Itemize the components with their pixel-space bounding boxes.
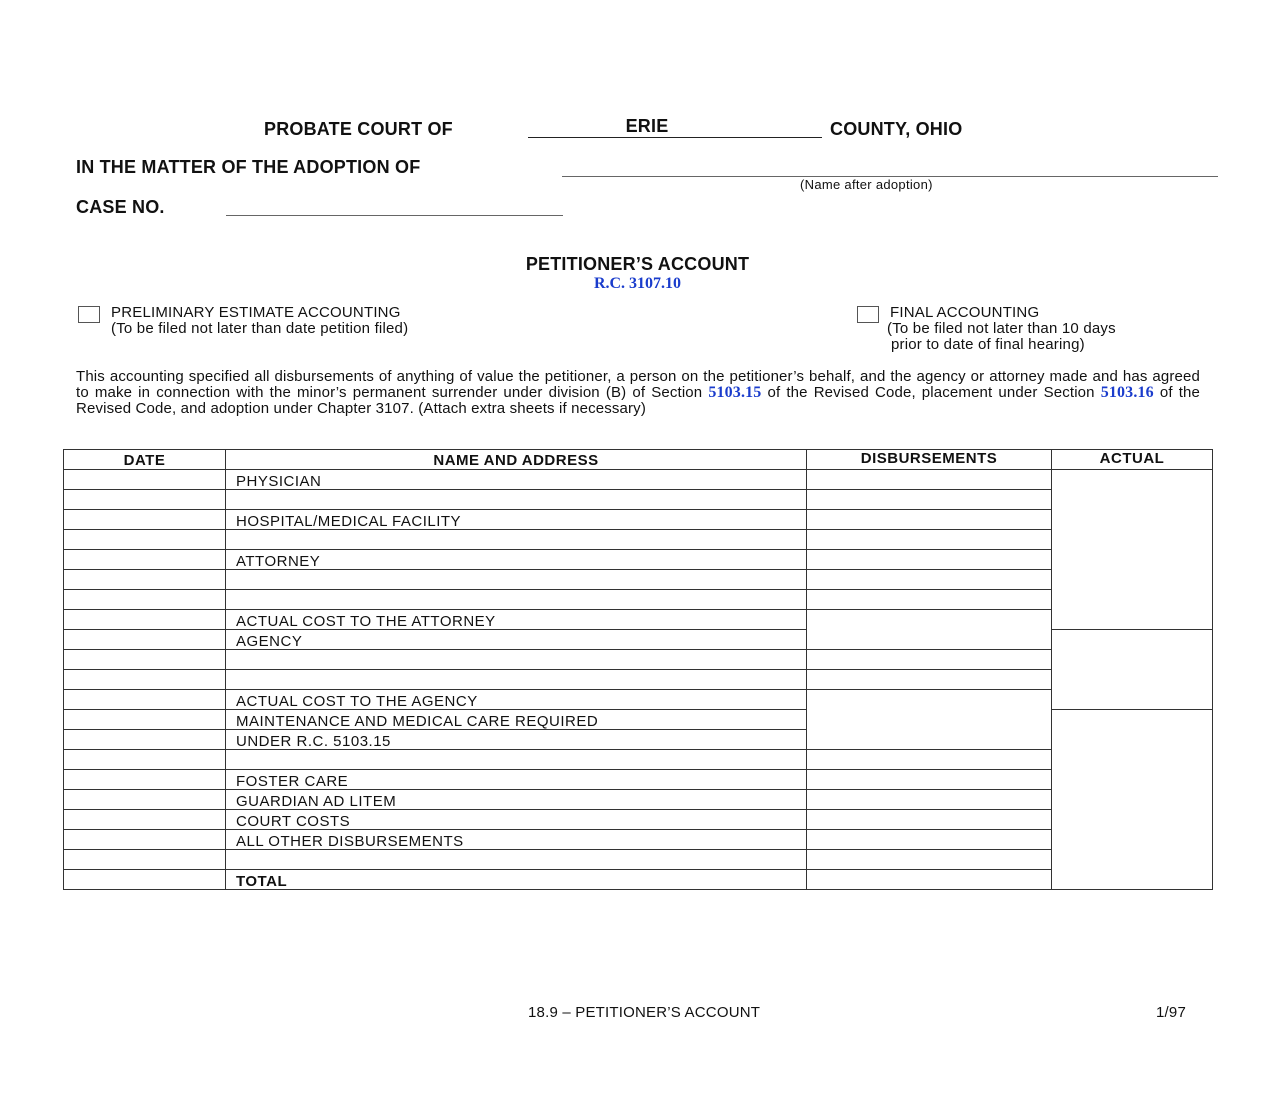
table-row xyxy=(64,690,1213,710)
account-table xyxy=(63,449,1213,890)
table-row xyxy=(64,490,1213,510)
statute-reference: R.C. 3107.10 xyxy=(593,275,682,292)
name-cell: PHYSICIAN xyxy=(226,470,807,490)
date-cell[interactable] xyxy=(64,630,226,650)
final-checkbox[interactable] xyxy=(857,306,879,323)
preliminary-label: PRELIMINARY ESTIMATE ACCOUNTING xyxy=(111,304,401,321)
table-header-row xyxy=(64,450,1213,470)
date-cell[interactable] xyxy=(64,670,226,690)
disbursement-cell[interactable] xyxy=(807,670,1052,690)
date-cell[interactable] xyxy=(64,730,226,750)
name-cell: ACTUAL COST TO THE AGENCY xyxy=(226,690,807,710)
name-cell: AGENCY xyxy=(226,630,807,650)
disbursement-cell[interactable] xyxy=(807,770,1052,790)
court-prefix: PROBATE COURT OF xyxy=(264,119,453,139)
name-cell: ALL OTHER DISBURSEMENTS xyxy=(226,830,807,850)
table-row xyxy=(64,810,1213,830)
date-cell[interactable] xyxy=(64,650,226,670)
matter-label: IN THE MATTER OF THE ADOPTION OF xyxy=(76,157,421,177)
disbursement-cell[interactable] xyxy=(807,490,1052,510)
header-name-address: NAME AND ADDRESS xyxy=(226,450,807,470)
name-cell: ACTUAL COST TO THE ATTORNEY xyxy=(226,610,807,630)
preliminary-checkbox[interactable] xyxy=(78,306,100,323)
disbursement-cell-attorney-cost[interactable] xyxy=(807,610,1052,650)
court-suffix: COUNTY, OHIO xyxy=(830,119,963,139)
date-cell[interactable] xyxy=(64,570,226,590)
name-cell: UNDER R.C. 5103.15 xyxy=(226,730,807,750)
disbursement-cell[interactable] xyxy=(807,530,1052,550)
table-row xyxy=(64,850,1213,870)
date-cell[interactable] xyxy=(64,810,226,830)
table-row xyxy=(64,770,1213,790)
date-cell[interactable] xyxy=(64,750,226,770)
form-title-footer: 18.9 – PETITIONER’S ACCOUNT xyxy=(528,1004,761,1021)
date-cell[interactable] xyxy=(64,530,226,550)
disbursement-cell-agency-cost[interactable] xyxy=(807,690,1052,750)
total-label: TOTAL xyxy=(226,870,807,890)
header-disbursements: DISBURSEMENTS xyxy=(807,450,1052,470)
preliminary-note: (To be filed not later than date petition filed) xyxy=(111,320,409,337)
instructions-part2: of the Revised Code, placement under Section xyxy=(767,384,1095,401)
date-cell[interactable] xyxy=(64,710,226,730)
name-cell[interactable] xyxy=(226,650,807,670)
table-row xyxy=(64,650,1213,670)
disbursement-cell[interactable] xyxy=(807,590,1052,610)
name-cell[interactable] xyxy=(226,670,807,690)
name-cell: ATTORNEY xyxy=(226,550,807,570)
disbursement-cell[interactable] xyxy=(807,550,1052,570)
table-row xyxy=(64,470,1213,490)
instructions-part1: This accounting specified all disbursements of anything of value the petitioner, a person on the petitioner’s behalf, and the agency or attorney made and has agreed to make in connection with the minor’s permanent surrender under division (B) of Section xyxy=(76,368,1200,401)
name-cell[interactable] xyxy=(226,490,807,510)
instructions-part3: of the Revised Code, and adoption under Chapter 3107. (Attach extra sheets if necessary) xyxy=(76,384,1201,417)
section-5103-15: 5103.15 xyxy=(708,384,762,401)
revision-date: 1/97 xyxy=(1156,1004,1186,1021)
name-cell[interactable] xyxy=(226,850,807,870)
date-cell[interactable] xyxy=(64,490,226,510)
date-cell[interactable] xyxy=(64,870,226,890)
date-cell[interactable] xyxy=(64,550,226,570)
county-field[interactable] xyxy=(528,116,822,138)
name-cell: FOSTER CARE xyxy=(226,770,807,790)
actual-cell-agency-group[interactable] xyxy=(1052,630,1213,710)
final-label: FINAL ACCOUNTING xyxy=(890,304,1040,321)
actual-cell-other-group[interactable] xyxy=(1052,710,1213,890)
date-cell[interactable] xyxy=(64,770,226,790)
table-row xyxy=(64,670,1213,690)
name-cell: HOSPITAL/MEDICAL FACILITY xyxy=(226,510,807,530)
date-cell[interactable] xyxy=(64,590,226,610)
date-cell[interactable] xyxy=(64,690,226,710)
table-row xyxy=(64,870,1213,890)
name-cell[interactable] xyxy=(226,590,807,610)
section-5103-16: 5103.16 xyxy=(1100,384,1154,401)
disbursement-cell[interactable] xyxy=(807,470,1052,490)
date-cell[interactable] xyxy=(64,470,226,490)
final-note-line1: (To be filed not later than 10 days xyxy=(887,320,1116,337)
disbursement-cell[interactable] xyxy=(807,750,1052,770)
disbursement-cell[interactable] xyxy=(807,570,1052,590)
name-caption: (Name after adoption) xyxy=(800,177,933,192)
name-cell[interactable] xyxy=(226,530,807,550)
disbursement-cell[interactable] xyxy=(807,790,1052,810)
instructions-paragraph xyxy=(76,369,1200,417)
table-row xyxy=(64,570,1213,590)
disbursement-cell[interactable] xyxy=(807,810,1052,830)
page-title: PETITIONER’S ACCOUNT xyxy=(525,254,750,274)
name-cell: MAINTENANCE AND MEDICAL CARE REQUIRED xyxy=(226,710,807,730)
date-cell[interactable] xyxy=(64,830,226,850)
table-row xyxy=(64,550,1213,570)
final-note-line2: prior to date of final hearing) xyxy=(891,336,1085,353)
date-cell[interactable] xyxy=(64,510,226,530)
table-row xyxy=(64,530,1213,550)
county-value: ERIE xyxy=(625,116,669,136)
table-row xyxy=(64,830,1213,850)
total-disbursement-cell[interactable] xyxy=(807,870,1052,890)
table-row xyxy=(64,610,1213,630)
name-cell: GUARDIAN AD LITEM xyxy=(226,790,807,810)
disbursement-cell[interactable] xyxy=(807,510,1052,530)
header-date: DATE xyxy=(64,450,226,470)
case-label: CASE NO. xyxy=(76,197,165,217)
header-actual: ACTUAL xyxy=(1052,450,1213,470)
table-row xyxy=(64,510,1213,530)
table-row xyxy=(64,790,1213,810)
date-cell[interactable] xyxy=(64,610,226,630)
adoptee-name-field[interactable] xyxy=(562,158,1218,177)
date-cell[interactable] xyxy=(64,790,226,810)
name-cell[interactable] xyxy=(226,750,807,770)
disbursement-cell[interactable] xyxy=(807,830,1052,850)
case-number-field[interactable] xyxy=(226,197,563,216)
name-cell: COURT COSTS xyxy=(226,810,807,830)
date-cell[interactable] xyxy=(64,850,226,870)
name-cell[interactable] xyxy=(226,570,807,590)
disbursement-cell[interactable] xyxy=(807,850,1052,870)
table-row xyxy=(64,750,1213,770)
table-row xyxy=(64,590,1213,610)
disbursement-cell[interactable] xyxy=(807,650,1052,670)
actual-cell-attorney-group[interactable] xyxy=(1052,470,1213,630)
